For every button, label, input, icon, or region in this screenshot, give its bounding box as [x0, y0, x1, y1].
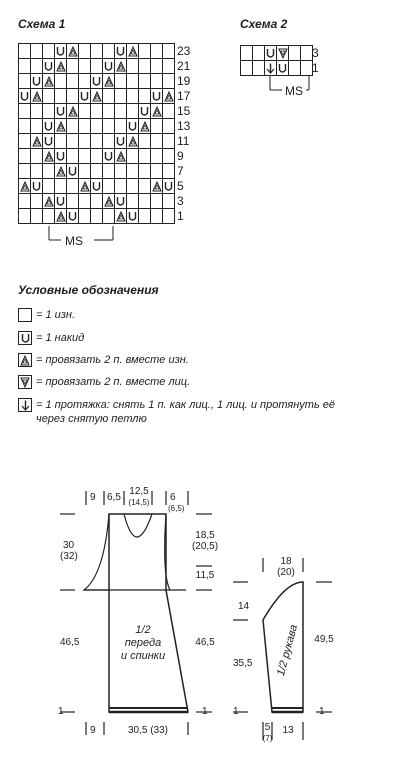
sleeve-right-dim-49-5: 49,5: [314, 634, 334, 645]
scheme1-row-number: 11: [177, 134, 190, 148]
scheme1-row-number: 21: [177, 59, 191, 73]
scheme1-row-number: 9: [177, 149, 184, 163]
sleeve-top-dim-20: (20): [277, 567, 295, 578]
body-left-dim-32: (32): [60, 551, 78, 562]
legend-item-pull-through: = 1 протяжка: снять 1 п. как лиц., 1 лиц. и протянуть её через снятую петлю: [18, 398, 335, 426]
legend-title: Условные обозначения: [18, 283, 159, 297]
body-left-dim-46-5: 46,5: [60, 637, 80, 648]
sleeve-pattern-label: 1/2 рукава: [274, 623, 301, 678]
body-top-dim-9: 9: [90, 492, 96, 503]
scheme1-row-number: 13: [177, 119, 191, 133]
sleeve-bottom-dim-7: (7): [262, 734, 273, 743]
sleeve-bottom-dim-5: 5: [264, 722, 271, 733]
sleeve-right-dim-1: 1: [319, 706, 325, 717]
body-right-dim-1: 1: [202, 706, 208, 717]
scheme1-title: Схема 1: [18, 17, 66, 31]
legend-item-knit-two-together: = провязать 2 п. вместе лиц.: [18, 375, 190, 389]
scheme1-ms-label: MS: [65, 234, 83, 248]
scheme2-row-number: 3: [312, 46, 319, 60]
body-bottom-dim-30-5: 30,5 (33): [127, 725, 169, 736]
legend-item-yarn-over: = 1 накид: [18, 331, 84, 345]
scheme1-row-number: 5: [177, 179, 184, 193]
body-right-dim-18-5: 18,5: [195, 530, 215, 541]
scheme2-ms-label: MS: [285, 84, 303, 98]
body-top-dim-12-5: 12,5: [129, 486, 149, 497]
body-left-dim-30: 30: [63, 540, 75, 551]
body-bottom-dim-9: 9: [90, 725, 96, 736]
scheme1-row-number: 23: [177, 44, 191, 58]
body-pattern-label: 1/2 переда и спинки: [120, 624, 166, 662]
body-top-dim-6-5-alt: (6,5): [168, 504, 185, 513]
scheme1-row-number: 17: [177, 89, 191, 103]
sleeve-left-dim-1: 1: [233, 706, 239, 717]
body-left-dim-1: 1: [58, 706, 64, 717]
sleeve-bottom-dim-13: 13: [282, 725, 294, 736]
body-right-dim-46-5: 46,5: [195, 637, 215, 648]
scheme2-row-number: 1: [312, 61, 319, 75]
scheme1-row-number: 15: [177, 104, 191, 118]
sleeve-top-dim-18: 18: [280, 556, 292, 567]
scheme1-row-number: 19: [177, 74, 191, 88]
scheme1-row-number: 3: [177, 194, 184, 208]
body-right-dim-11-5: 11,5: [195, 570, 215, 581]
legend-item-purl: = 1 изн.: [18, 308, 75, 322]
sleeve-left-dim-14: 14: [238, 601, 250, 612]
body-right-dim-20-5: (20,5): [191, 541, 219, 552]
sleeve-left-dim-35-5: 35,5: [233, 658, 253, 669]
body-top-dim-6-5: 6,5: [107, 492, 121, 503]
scheme1-row-number: 1: [177, 209, 184, 223]
legend-item-purl-two-together: = провязать 2 п. вместе изн.: [18, 353, 189, 367]
scheme1-row-number: 7: [177, 164, 184, 178]
body-top-dim-14-5: (14,5): [128, 498, 150, 507]
scheme2-title: Схема 2: [240, 17, 288, 31]
body-top-dim-6: 6: [170, 492, 176, 503]
